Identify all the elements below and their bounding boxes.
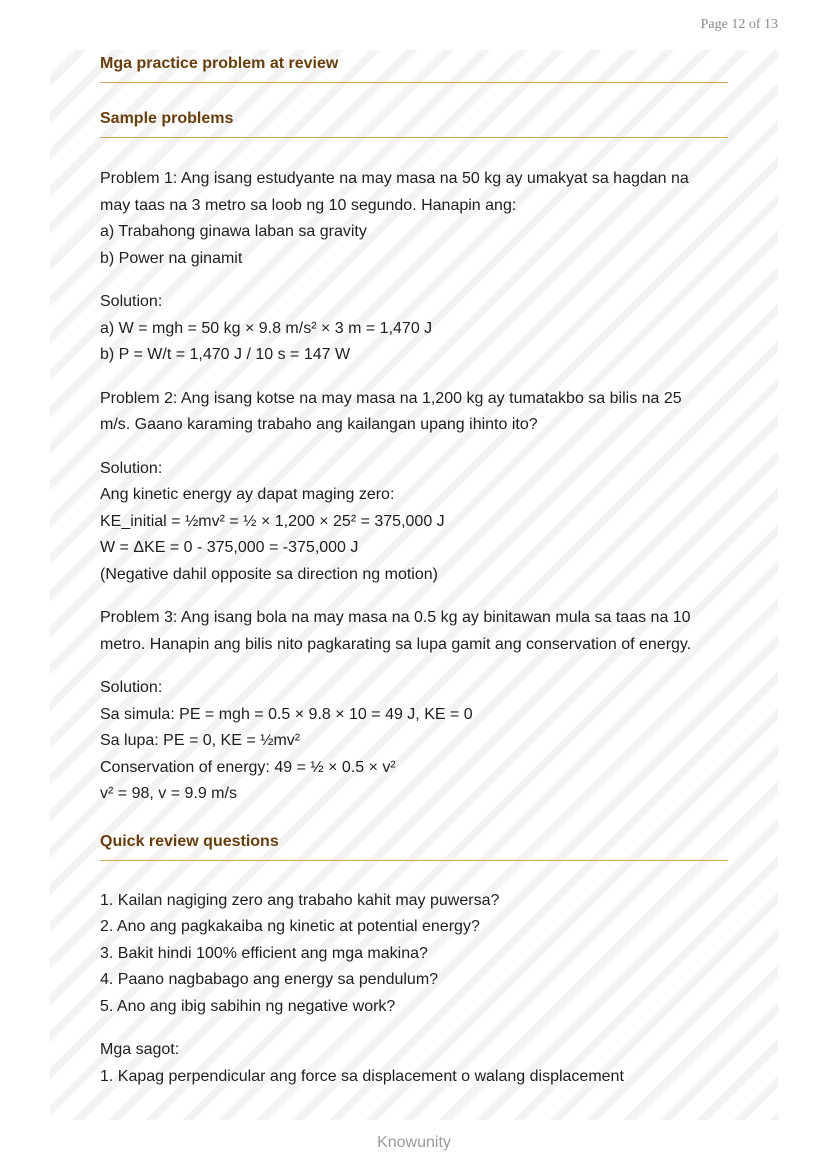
solution-1-line: b) P = W/t = 1,470 J / 10 s = 147 W	[100, 346, 351, 363]
solution-1-line: a) W = mgh = 50 kg × 9.8 m/s² × 3 m = 1,470 J	[100, 319, 433, 337]
page-number: Page 12 of 13	[700, 17, 778, 32]
problem-1-line: may taas na 3 metro sa loob ng 10 segundo. Hanapin ang:	[100, 196, 517, 214]
problem-1-line: a) Trabahong ginawa laban sa gravity	[100, 223, 367, 240]
solution-2	[100, 456, 728, 589]
solution-3-line: v² = 98, v = 9.9 m/s	[100, 785, 237, 802]
solution-2-line: Ang kinetic energy ay dapat maging zero:	[100, 486, 395, 503]
solution-2-line: (Negative dahil opposite sa direction ng motion)	[100, 565, 438, 583]
solution-1	[100, 289, 728, 369]
problem-3	[100, 605, 728, 658]
solution-label: Solution:	[100, 459, 163, 477]
problem-1-line: Problem 1: Ang isang estudyante na may masa na 50 kg ay umakyat sa hagdan na	[100, 170, 689, 187]
review-question: 2. Ano ang pagkakaiba ng kinetic at potential energy?	[100, 918, 480, 935]
answers	[100, 1037, 728, 1090]
review-question: 4. Paano nagbabago ang energy sa pendulum?	[100, 971, 439, 988]
review-question: 3. Bakit hindi 100% efficient ang mga makina?	[100, 944, 428, 962]
content-column	[100, 50, 728, 1090]
solution-3-line: Sa simula: PE = mgh = 0.5 × 9.8 × 10 = 49 J, KE = 0	[100, 705, 473, 723]
solution-label: Solution:	[100, 293, 163, 310]
problem-3-line: Problem 3: Ang isang bola na may masa na 0.5 kg ay binitawan mula sa taas na 10	[100, 609, 691, 626]
review-question: 1. Kailan nagiging zero ang trabaho kahit may puwersa?	[100, 891, 500, 909]
answer-line: 1. Kapag perpendicular ang force sa displacement o walang displacement	[100, 1067, 624, 1085]
quick-review-heading: Quick review questions	[100, 830, 728, 861]
answers-label: Mga sagot:	[100, 1041, 180, 1058]
footer-brand: Knowunity	[377, 1134, 451, 1151]
review-question: 5. Ano ang ibig sabihin ng negative work?	[100, 997, 396, 1015]
solution-3	[100, 675, 728, 808]
sample-problems-heading: Sample problems	[100, 107, 728, 138]
solution-3-line: Sa lupa: PE = 0, KE = ½mv²	[100, 732, 301, 749]
problem-1-line: b) Power na ginamit	[100, 249, 243, 267]
solution-label: Solution:	[100, 679, 163, 696]
problem-1	[100, 166, 728, 272]
section-title: Mga practice problem at review	[100, 52, 728, 83]
problem-2-line: m/s. Gaano karaming trabaho ang kailangan upang ihinto ito?	[100, 416, 538, 433]
solution-2-line: W = ΔKE = 0 - 375,000 = -375,000 J	[100, 539, 359, 556]
problem-2	[100, 386, 728, 439]
solution-2-line: KE_initial = ½mv² = ½ × 1,200 × 25² = 375,000 J	[100, 512, 445, 530]
solution-3-line: Conservation of energy: 49 = ½ × 0.5 × v²	[100, 758, 396, 776]
page-content	[50, 50, 778, 1120]
review-questions	[100, 888, 728, 1021]
problem-2-line: Problem 2: Ang isang kotse na may masa na 1,200 kg ay tumatakbo sa bilis na 25	[100, 389, 682, 407]
problem-3-line: metro. Hanapin ang bilis nito pagkarating sa lupa gamit ang conservation of energy.	[100, 635, 692, 653]
